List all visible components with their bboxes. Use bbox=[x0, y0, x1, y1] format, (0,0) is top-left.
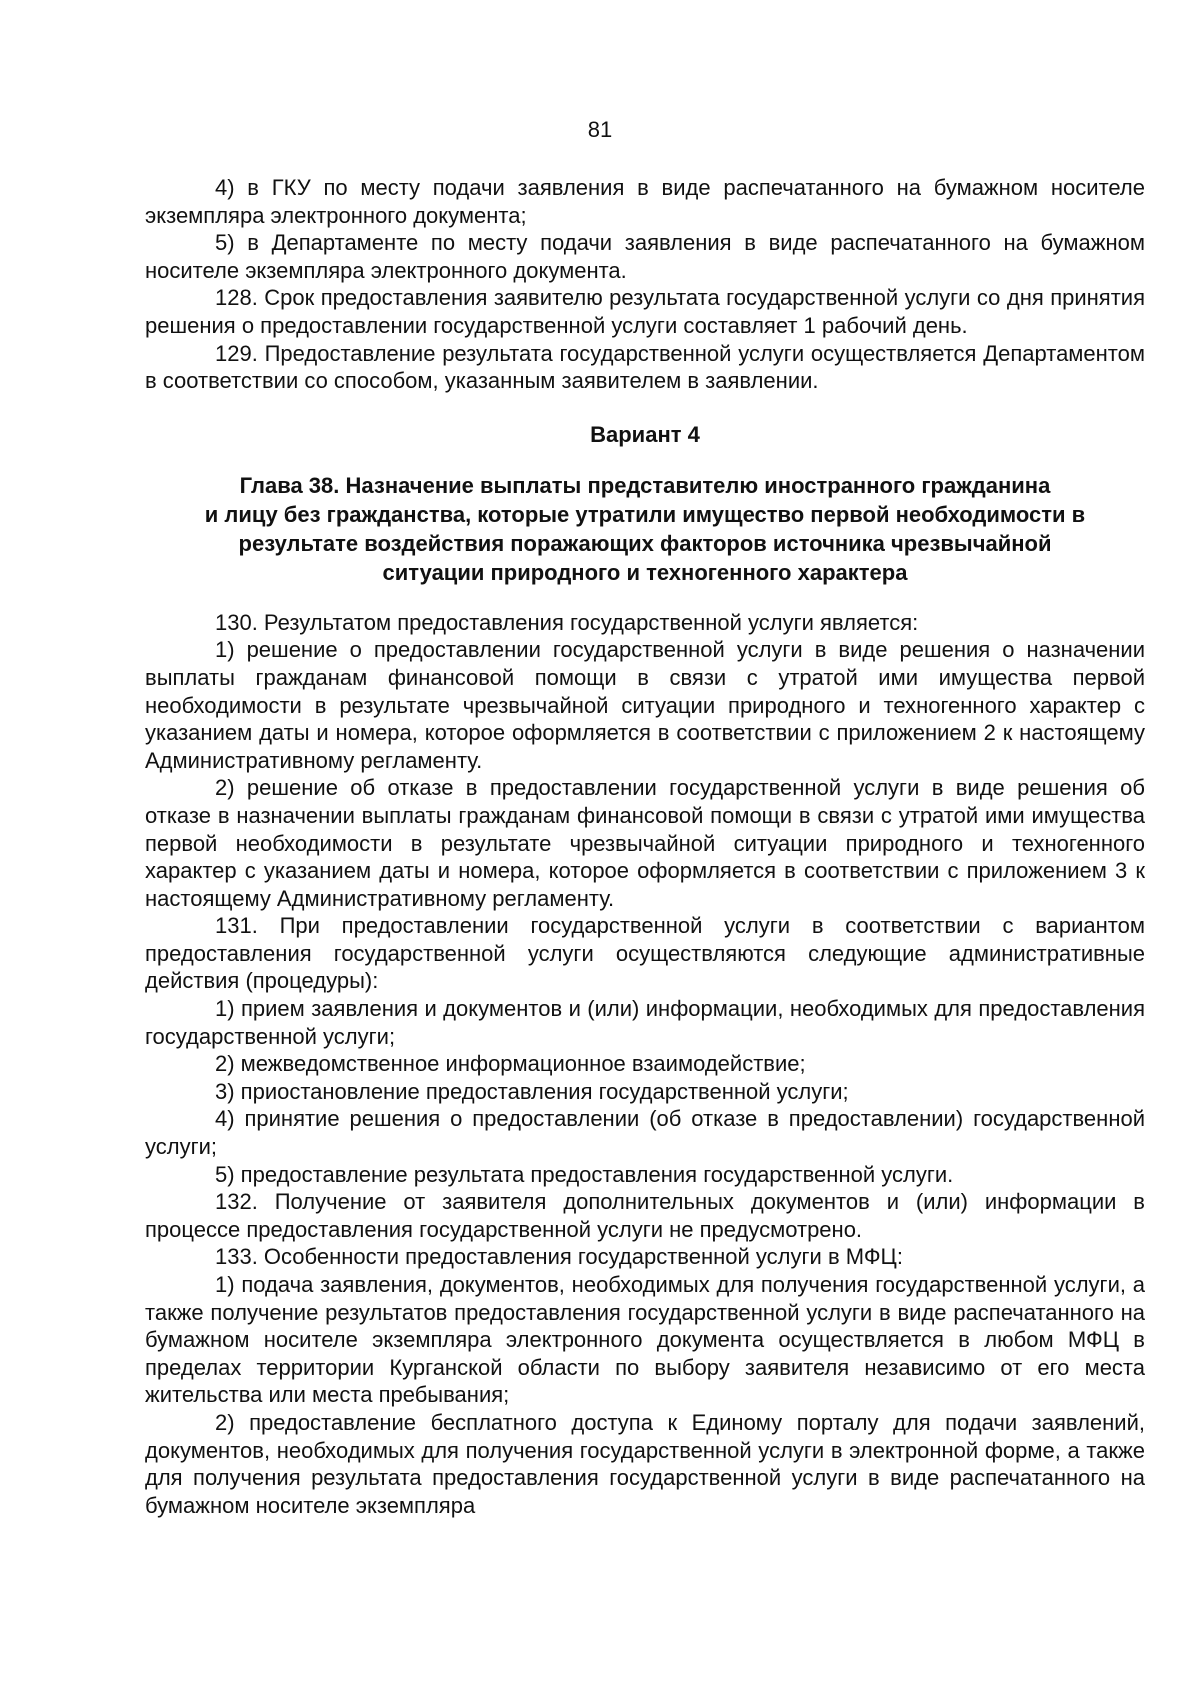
paragraph: 2) решение об отказе в предоставлении государственной услуги в виде решения об отказе в назначении выплаты гражданам финансовой помощи в связи с утратой ими имущества первой необходимости в результате чрезвычайной ситуации природного и техногенного характер с указанием даты и номера, которое оформляется в соответствии с приложением 3 к настоящему Административному регламенту. bbox=[145, 775, 1145, 911]
document-body bbox=[145, 174, 1145, 1519]
paragraph: 4) принятие решения о предоставлении (об отказе в предоставлении) государственной услуги; bbox=[145, 1106, 1145, 1160]
paragraph: 3) приостановление предоставления государственной услуги; bbox=[215, 1078, 849, 1104]
paragraph: 129. Предоставление результата государственной услуги осуществляется Департаментом в соответствии со способом, указанным заявителем в заявлении. bbox=[145, 340, 1145, 394]
paragraph: 1) решение о предоставлении государственной услуги в виде решения о назначении выплаты гражданам финансовой помощи в связи с утратой ими имущества первой необходимости в результате чрезвычайной ситуации природного и техногенного характер с указанием даты и номера, которое оформляется в соответствии с приложением 2 к настоящему Административному регламенту. bbox=[145, 637, 1145, 773]
chapter-heading-line: и лицу без гражданства, которые утратили имущество первой необходимости в bbox=[204, 501, 1086, 527]
paragraph: 1) прием заявления и документов и (или) информации, необходимых для предоставления государственной услуги; bbox=[145, 996, 1145, 1049]
variant-heading: Вариант 4 bbox=[590, 421, 700, 447]
paragraph: 2) межведомственное информационное взаимодействие; bbox=[215, 1051, 806, 1077]
paragraph: 128. Срок предоставления заявителю результата государственной услуги со дня принятия решения о предоставлении государственной услуги составляет 1 рабочий день. bbox=[145, 285, 1145, 338]
chapter-heading-line: ситуации природного и техногенного характера bbox=[382, 559, 908, 585]
page-number: 81 bbox=[587, 117, 613, 142]
paragraph: 132. Получение от заявителя дополнительных документов и (или) информации в процессе предоставления государственной услуги не предусмотрено. bbox=[145, 1189, 1145, 1242]
paragraph: 130. Результатом предоставления государственной услуги является: bbox=[215, 609, 919, 635]
paragraph: 1) подача заявления, документов, необходимых для получения государственной услуги, а также получение результатов предоставления государственной услуги в виде распечатанного на бумажном носителе экземпляра электронного документа осуществляется в любом МФЦ в пределах территории Курганской области по выбору заявителя независимо от его места жительства или места пребывания; bbox=[145, 1272, 1145, 1408]
paragraph: 5) предоставление результата предоставления государственной услуги. bbox=[215, 1161, 954, 1187]
paragraph: 5) в Департаменте по месту подачи заявления в виде распечатанного на бумажном носителе экземпляра электронного документа. bbox=[145, 230, 1145, 283]
chapter-heading-line: результате воздействия поражающих факторов источника чрезвычайной bbox=[238, 530, 1052, 556]
paragraph: 133. Особенности предоставления государственной услуги в МФЦ: bbox=[215, 1244, 903, 1270]
chapter-heading bbox=[145, 471, 1145, 587]
paragraph: 2) предоставление бесплатного доступа к Единому порталу для подачи заявлений, документов, необходимых для получения государственной услуги в электронной форме, а также для получения результата предоставления государственной услуги в виде распечатанного на бумажном носителе экземпляра bbox=[145, 1409, 1145, 1518]
chapter-heading-line: Глава 38. Назначение выплаты представителю иностранного гражданина bbox=[239, 472, 1051, 498]
paragraph: 131. При предоставлении государственной услуги в соответствии с вариантом предоставления государственной услуги осуществляются следующие административные действия (процедуры): bbox=[145, 913, 1145, 994]
paragraph: 4) в ГКУ по месту подачи заявления в виде распечатанного на бумажном носителе экземпляра электронного документа; bbox=[145, 175, 1145, 228]
